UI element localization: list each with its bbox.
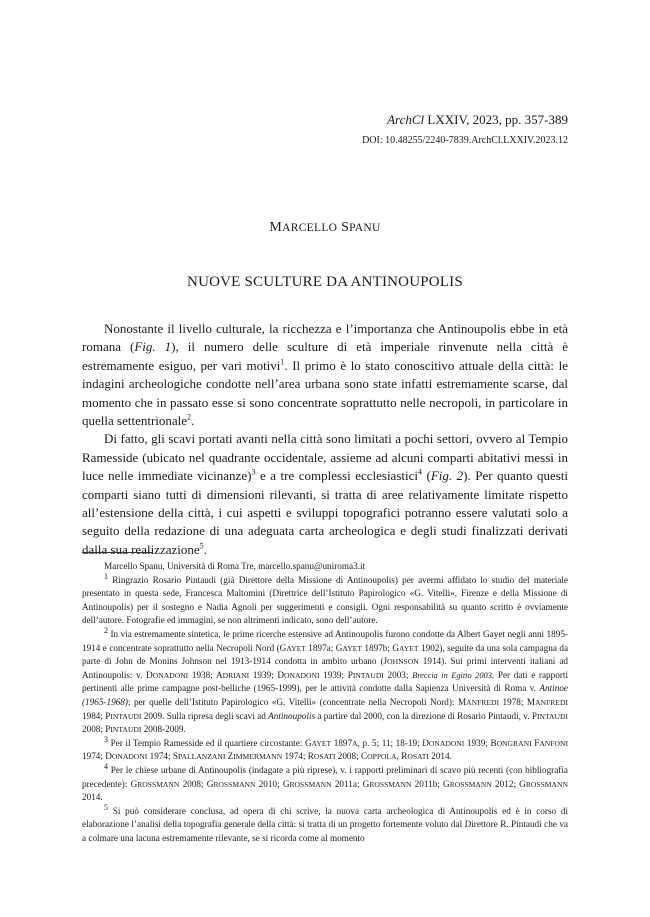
ref: JOHNSON 1914 [383,656,442,667]
ref: GROSSMANN 2012 [443,778,514,789]
footnote-separator [82,552,152,553]
ref: DONADONI 1974 [105,751,168,762]
ref: GAYET 1897b [335,642,388,653]
ref: PINTAUDI 2009 [105,710,163,721]
article-body [82,320,568,559]
footnote-marker: 5 [199,541,204,551]
ref: PINTAUDI 2008 [82,710,568,735]
ref: DONADONI 1939 [277,669,342,680]
footnote-marker: 3 [251,467,256,477]
footnote-4: $^4$ Per le chiese urbane di Antinoupolis (indagate a più riprese), v. i rapporti preliminari di scavo più recenti (con bibliografia precedente): GROSSMANN 2008; GROSSMANN 2010; GROSSMANN 2011a; GROSSMANN 2011b; GROSSMANN 2012; GROSSMANN 2014. [82,761,569,803]
ref: GAYET 1897a [279,642,331,653]
footnote-2: $^2$ In via estremamente sintetica, le prime ricerche estensive ad Antinoupolis furono condotte da Albert Gayet negli anni 1895-1914 e concentrate soprattutto nella Necropoli Nord (GAYET 1897a; GAYET 1897b; GAYET 1902), seguite da una sola campagna da parte di John de Monins Johnson nel 1913-1914 condotta in ambito urbano (JOHNSON 1914). Sui primi interventi italiani ad Antinoupolis: v. DONADONI 1938; ADRIANI 1939; DONADONI 1939; PINTAUDI 2003; Breccia in Egitto 2003. Per dati e rapporti pertinenti alle prime campagne post-belliche (1965-1999), per le attività condotte dalla Sapienza Università di Roma v. Antinoe (1965-1968); per quelle dell’Istituto Papirologico «G. Vitelli» (concentrate nella Necropoli Nord): MANFREDI 1978; MANFREDI 1984; PINTAUDI 2009. Sulla ripresa degli scavi ad Antinoupolis a partire dal 2000, con la direzione di Rosario Pintaudi, v. PINTAUDI 2008; PINTAUDI 2008-2009. [82,625,569,735]
footnotes [82,560,568,845]
journal-volume-pages: LXXIV, 2023, pp. 357-389 [427,112,568,127]
ref: PINTAUDI 2003 [347,669,406,680]
author-name: MARCELLO SPANU [269,220,381,235]
ref: GROSSMANN 2014 [82,778,569,803]
footnote-3: $^3$ Per il Tempio Ramesside ed il quartiere circostante: GAYET 1897A, p. 5; 11; 18-19; DONADONI 1939; BONGRANI FANFONI 1974; DONADONI 1974; SPALLANZANI ZIMMERMANN 1974; ROSATI 2008; COPPOLA, ROSATI 2014. [82,734,569,762]
ref: DONADONI 1938 [146,669,211,680]
body-paragraph: Nonostante il livello culturale, la ricchezza e l’importanza che Antinoupolis ebbe in età romana (Fig. 1), il numero delle sculture di età imperiale rinvenute nella città è estremamente esiguo, per vari motivi$^1$. Il primo è lo stato conoscitivo attuale della città: le indagini archeologiche condotte nell’area urbana sono state infatti estremamente scarse, dal momento che in passato esse si sono concentrate soprattutto nelle necropoli, in particolare in quella settentrionale$^2$. [82,321,569,429]
journal-name: ArchCl [387,112,425,127]
footnote-5: $^5$ Si può considerare conclusa, ad opera di chi scrive, la nuova carta archeologica di Antinoupolis ed è in corso di elaborazione l’analisi della topografia generale della città: si tratta di un progetto fortemente voluto dal Direttore R. Pintaudi che va a colmare una lacuna estremamente rilevante, se si ricorda come al momento [82,802,568,843]
ref: GROSSMANN 2011a [282,778,357,789]
author-affiliation: Marcello Spanu, Università di Roma Tre, marcello.spanu@uniroma3.it [104,561,366,571]
footnote-1: $^1$ Ringrazio Rosario Pintaudi (già Direttore della Missione di Antinoupolis) per avermi affidato lo studio del materiale presentato in questa sede, Francesca Maltomini (Direttrice dell’Istituto Papirologico «G. Vitelli», Firenze e della Missione di Antinoupolis) per il sostegno e Nadia Agnoli per suggerimenti e consigli. Ogni responsabilità su quanto scritto è ovviamente dell’autore. Fotografie ed immagini, se non altrimenti indicato, sono dell’autore. [82,571,568,626]
ref: ROSATI 2008 [307,751,357,762]
ref: BONGRANI FANFONI 1974 [82,737,569,762]
figure-reference: Fig. 2 [430,468,464,484]
ref: MANFREDI 1984 [82,696,568,721]
ref: SPALLANZANI ZIMMERMANN 1974 [172,751,303,762]
ref: GROSSMANN 2010 [206,778,278,789]
ref: GROSSMANN 2011b [362,778,438,789]
ref: GAYET 1902 [392,642,440,653]
figure-reference: Fig. 1 [134,339,172,355]
ref: MANFREDI 1978 [457,696,521,707]
ref: ADRIANI 1939 [215,669,272,680]
footnote-marker: 1 [280,357,285,367]
body-paragraph: Di fatto, gli scavi portati avanti nella città sono limitati a pochi settori, ovvero al Tempio Ramesside (ubicato nel quadrante occidentale, assieme ad alcuni comparti abitativi messi in luce nelle immediate vicinanze)$^3$ e a tre complessi ecclesiastici$^4$ (Fig. 2). Per quanto questi comparti siano tutti di dimensioni rilevanti, si tratta di aree relativamente limitate rispetto all’estensione della città, i cui aspetti e sviluppi topografici potranno essere valutati solo a seguito della redazione di una adeguata carta archeologica e degli studi finalizzati derivati dalla sua realizzazione$^5$. [82,431,569,557]
ref: COPPOLA, ROSATI 2014 [360,751,450,762]
footnote-marker: 4 [418,467,422,477]
ref: DONADONI 1939 [422,737,486,748]
ref: PINTAUDI 2008-2009 [105,724,184,735]
ref: GAYET 1897A [304,737,358,748]
running-header [387,112,568,128]
ref: GROSSMANN 2008 [130,778,201,789]
doi-line: DOI: 10.48255/2240-7839.ArchCl.LXXIV.2023.12 [362,135,568,146]
footnote-marker: 2 [187,412,192,422]
article-title: NUOVE SCULTURE DA ANTINOUPOLIS [187,274,463,290]
